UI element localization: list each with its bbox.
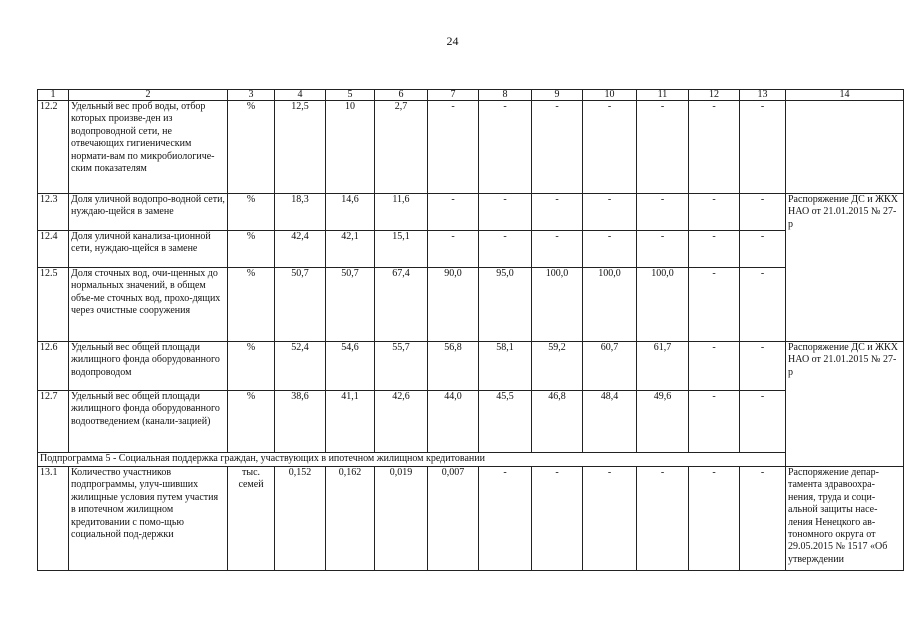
value-cell: 50,7 xyxy=(275,268,326,342)
source-cell: Распоряжение ДС и ЖКХ НАО от 21.01.2015 № 27-р xyxy=(786,194,904,342)
indicator-name: Доля уличной канализа-ционной сети, нуждаю-щейся в замене xyxy=(69,231,228,268)
indicator-name: Доля уличной водопро-водной сети, нуждаю-щейся в замене xyxy=(69,194,228,231)
value-cell: - xyxy=(532,231,583,268)
unit-cell: % xyxy=(228,342,275,391)
value-cell: - xyxy=(479,467,532,571)
value-cell: - xyxy=(479,231,532,268)
row-code: 12.5 xyxy=(38,268,69,342)
value-cell: 2,7 xyxy=(375,101,428,194)
value-cell: 0,007 xyxy=(428,467,479,571)
value-cell: 41,1 xyxy=(326,391,375,453)
source-cell: Распоряжение депар-тамента здравоохра-нения, труда и соци-альной защиты насе-ления Ненецкого ав-тономного округа от 29.05.2015 № 1517 «Об утверждении xyxy=(786,467,904,571)
row-code: 13.1 xyxy=(38,467,69,571)
indicators-table xyxy=(37,89,904,571)
value-cell: - xyxy=(583,101,637,194)
value-cell: - xyxy=(428,231,479,268)
value-cell: - xyxy=(637,231,689,268)
value-cell: 11,6 xyxy=(375,194,428,231)
value-cell: 42,6 xyxy=(375,391,428,453)
header-row xyxy=(38,90,904,101)
value-cell: 42,4 xyxy=(275,231,326,268)
header-cell: 6 xyxy=(375,90,428,101)
value-cell: 67,4 xyxy=(375,268,428,342)
value-cell: 42,1 xyxy=(326,231,375,268)
value-cell: 12,5 xyxy=(275,101,326,194)
unit-cell: % xyxy=(228,194,275,231)
value-cell: - xyxy=(637,101,689,194)
header-cell: 10 xyxy=(583,90,637,101)
value-cell: - xyxy=(532,194,583,231)
value-cell: - xyxy=(740,391,786,453)
value-cell: 46,8 xyxy=(532,391,583,453)
value-cell: - xyxy=(583,231,637,268)
table-row xyxy=(38,391,904,453)
header-cell: 2 xyxy=(69,90,228,101)
table-row xyxy=(38,231,904,268)
header-cell: 11 xyxy=(637,90,689,101)
value-cell: - xyxy=(689,467,740,571)
page-number: 24 xyxy=(446,34,459,48)
table-row xyxy=(38,342,904,391)
value-cell: - xyxy=(689,101,740,194)
indicator-name: Количество участников подпрограммы, улуч-шивших жилищные условия путем участия в ипотечном жилищном кредитовании с помо-щью социальной под-держки xyxy=(69,467,228,571)
value-cell: - xyxy=(689,268,740,342)
value-cell: - xyxy=(740,268,786,342)
value-cell: - xyxy=(740,101,786,194)
table-row xyxy=(38,467,904,571)
header-cell: 7 xyxy=(428,90,479,101)
value-cell: 18,3 xyxy=(275,194,326,231)
header-cell: 13 xyxy=(740,90,786,101)
value-cell: 100,0 xyxy=(532,268,583,342)
value-cell: - xyxy=(532,467,583,571)
value-cell: 14,6 xyxy=(326,194,375,231)
header-cell: 5 xyxy=(326,90,375,101)
table-row xyxy=(38,101,904,194)
indicator-name: Удельный вес проб воды, отбор которых произве-ден из водопроводной сети, не отвечающих гигиеническим нормати-вам по микробиологиче-ским показателям xyxy=(69,101,228,194)
header-cell: 12 xyxy=(689,90,740,101)
unit-cell: тыс. семей xyxy=(228,467,275,571)
header-cell: 4 xyxy=(275,90,326,101)
value-cell: - xyxy=(583,467,637,571)
value-cell: 61,7 xyxy=(637,342,689,391)
value-cell: 52,4 xyxy=(275,342,326,391)
row-code: 12.2 xyxy=(38,101,69,194)
unit-cell: % xyxy=(228,101,275,194)
value-cell: 60,7 xyxy=(583,342,637,391)
value-cell: - xyxy=(689,194,740,231)
table-row xyxy=(38,194,904,231)
value-cell: 100,0 xyxy=(637,268,689,342)
value-cell: 54,6 xyxy=(326,342,375,391)
value-cell: 44,0 xyxy=(428,391,479,453)
value-cell: - xyxy=(479,194,532,231)
value-cell: 38,6 xyxy=(275,391,326,453)
header-cell: 3 xyxy=(228,90,275,101)
value-cell: 48,4 xyxy=(583,391,637,453)
unit-cell: % xyxy=(228,391,275,453)
value-cell: - xyxy=(740,194,786,231)
value-cell: - xyxy=(428,194,479,231)
indicator-name: Удельный вес общей площади жилищного фонда оборудованного водоотведением (канали-зацией) xyxy=(69,391,228,453)
row-code: 12.4 xyxy=(38,231,69,268)
value-cell: 59,2 xyxy=(532,342,583,391)
value-cell: 100,0 xyxy=(583,268,637,342)
value-cell: 0,162 xyxy=(326,467,375,571)
header-cell: 8 xyxy=(479,90,532,101)
header-cell: 1 xyxy=(38,90,69,101)
source-cell: Распоряжение ДС и ЖКХ НАО от 21.01.2015 № 27-р xyxy=(786,342,904,467)
value-cell: - xyxy=(583,194,637,231)
subprogram-title: Подпрограмма 5 - Социальная поддержка граждан, участвующих в ипотечном жилищном кредитовании xyxy=(38,453,904,467)
value-cell: 15,1 xyxy=(375,231,428,268)
value-cell: - xyxy=(689,342,740,391)
unit-cell: % xyxy=(228,231,275,268)
value-cell: - xyxy=(637,467,689,571)
header-cell: 14 xyxy=(786,90,904,101)
value-cell: - xyxy=(740,231,786,268)
value-cell: - xyxy=(479,101,532,194)
value-cell: 58,1 xyxy=(479,342,532,391)
value-cell: 0,152 xyxy=(275,467,326,571)
value-cell: 95,0 xyxy=(479,268,532,342)
row-code: 12.6 xyxy=(38,342,69,391)
value-cell: - xyxy=(532,101,583,194)
unit-cell: % xyxy=(228,268,275,342)
value-cell: 10 xyxy=(326,101,375,194)
value-cell: 55,7 xyxy=(375,342,428,391)
value-cell: 56,8 xyxy=(428,342,479,391)
source-cell xyxy=(786,101,904,194)
subprogram-row xyxy=(38,453,904,467)
value-cell: - xyxy=(428,101,479,194)
row-code: 12.3 xyxy=(38,194,69,231)
value-cell: - xyxy=(637,194,689,231)
table-row xyxy=(38,268,904,342)
row-code: 12.7 xyxy=(38,391,69,453)
indicator-name: Доля сточных вод, очи-щенных до нормальных значений, в общем объе-ме сточных вод, прохо-дящих через очистные сооружения xyxy=(69,268,228,342)
value-cell: - xyxy=(740,467,786,571)
value-cell: 50,7 xyxy=(326,268,375,342)
value-cell: 45,5 xyxy=(479,391,532,453)
value-cell: - xyxy=(689,231,740,268)
value-cell: 49,6 xyxy=(637,391,689,453)
indicator-name: Удельный вес общей площади жилищного фонда оборудованного водопроводом xyxy=(69,342,228,391)
value-cell: - xyxy=(740,342,786,391)
header-cell: 9 xyxy=(532,90,583,101)
value-cell: - xyxy=(689,391,740,453)
value-cell: 0,019 xyxy=(375,467,428,571)
value-cell: 90,0 xyxy=(428,268,479,342)
